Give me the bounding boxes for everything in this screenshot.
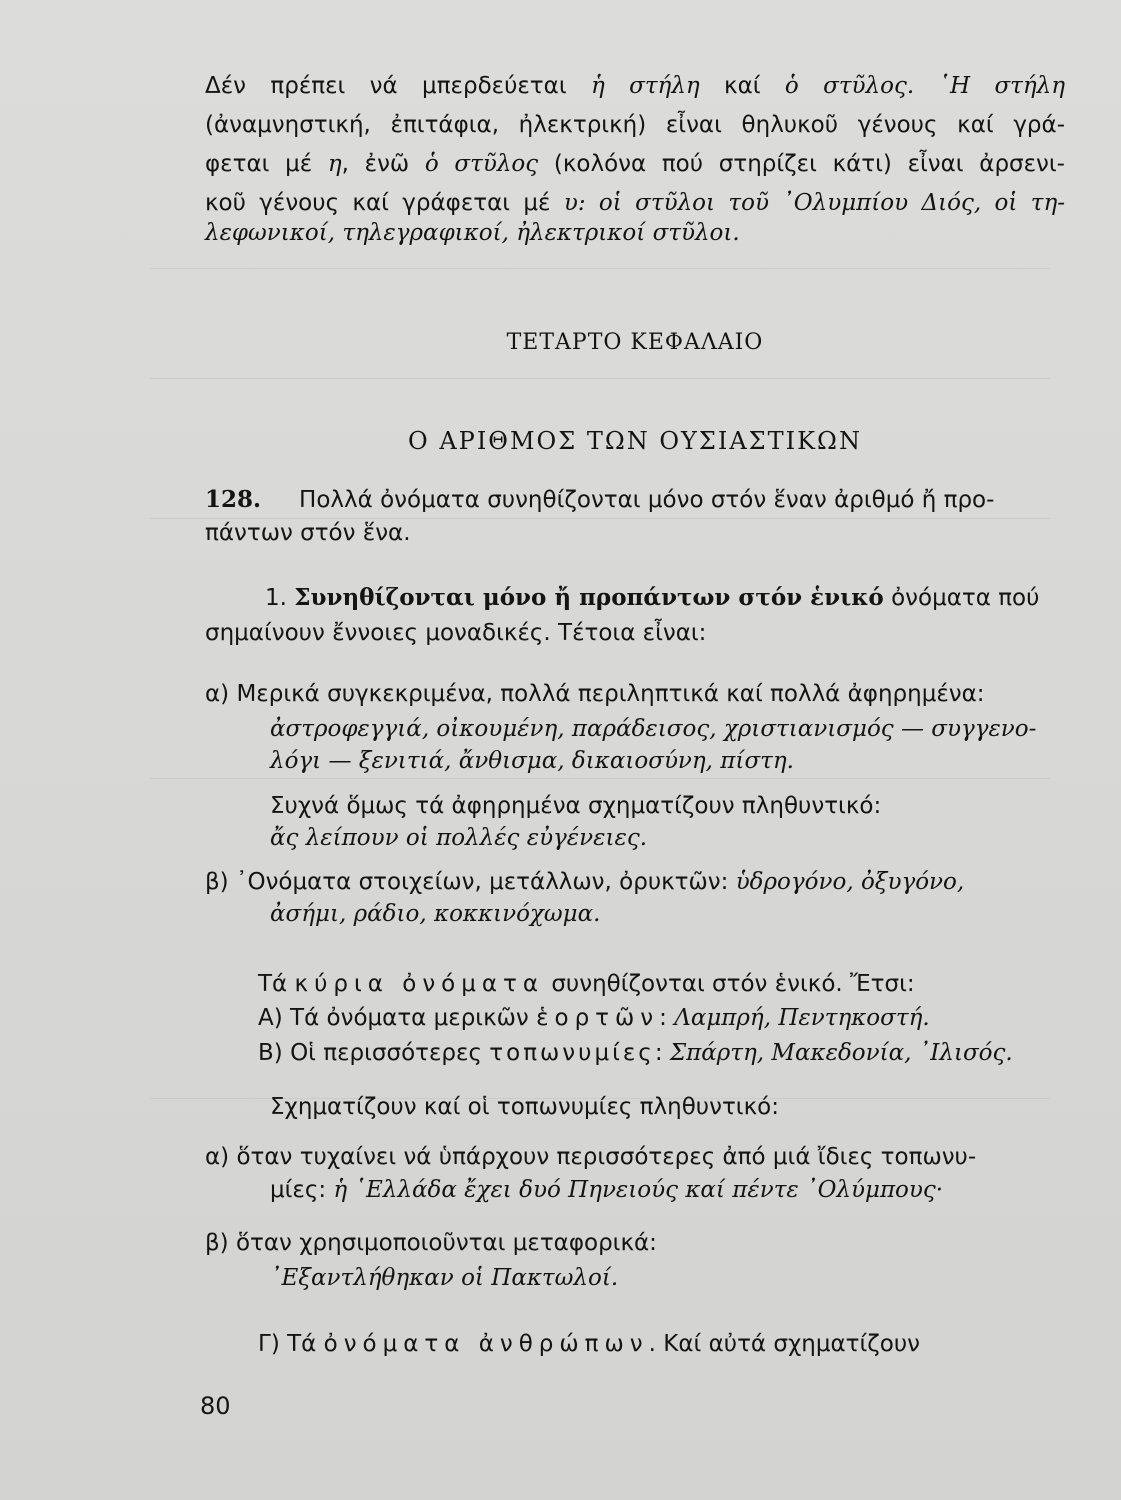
alpha-line2: ἀστροφεγγιά, οἰκουμένη, παράδεισος, χριστιανισμός — συγγενο- [270,716,1037,742]
item1-line1: 1. Συνηθίζονται μόνο ἤ προπάντων στόν ἑνικό ὀνόματα πού [265,584,1040,611]
proper-line4: Σχηματίζουν καί οἱ τοπωνυμίες πληθυντικό: [270,1094,779,1120]
proper-line-B: Β) Οἱ περισσότερες τοπωνυμίες: Σπάρτη, Μακεδονία, ᾽Ιλισός. [258,1040,1013,1066]
page-number: 80 [200,1392,231,1420]
alpha-line1: α) Μερικά συγκεκριμένα, πολλά περιληπτικά καί πολλά ἀφηρημένα: [205,681,985,707]
alpha-line3: λόγι — ξενιτιά, ἄνθισμα, δικαιοσύνη, πίστη. [270,748,794,774]
para1-line5: λεφωνικοί, τηλεγραφικοί, ἠλεκτρικοί στῦλοι. [205,220,740,246]
para1-line2: (ἀναμνηστική, ἐπιτάφια, ἠλεκτρική) εἶναι θηλυκοῦ γένους καί γρά- [205,112,1065,138]
chapter-title: Ο ΑΡΙΘΜΟΣ ΤΩΝ ΟΥΣΙΑΣΤΙΚΩΝ [408,427,862,455]
gamma-line: Γ) Τά ὀνόματα ἀνθρώπων. Καί αὐτά σχηματίζουν [258,1331,920,1357]
alpha-line4: Συχνά ὅμως τά ἀφηρημένα σχηματίζουν πληθυντικό: [270,793,882,819]
chapter-label: ΤΕΤΑΡΤΟ ΚΕΦΑΛΑΙΟ [506,330,764,355]
item1-line2: σημαίνουν ἔννοιες μοναδικές. Τέτοια εἶναι: [205,620,707,646]
alpha2-line2: μίες: ἡ ῾Ελλάδα ἔχει δυό Πηνειούς καί πέντε ᾽Ολύμπους· [270,1177,944,1203]
proper-line1: Τά κύρια ὀνόματα συνηθίζονται στόν ἑνικό. Ἔτσι: [258,971,915,997]
alpha2-line1: α) ὅταν τυχαίνει νά ὑπάρχουν περισσότερες ἀπό μιά ἴδιες τοπωνυ- [205,1144,977,1170]
beta-line2: ἀσήμι, ράδιο, κοκκινόχωμα. [270,901,601,927]
section-128-line1: 128. Πολλά ὀνόματα συνηθίζονται μόνο στόν ἕναν ἀριθμό ἤ προ- [205,486,995,513]
section-128-line2: πάντων στόν ἕνα. [205,520,411,546]
beta2-line1: β) ὅταν χρησιμοποιοῦνται μεταφορικά: [205,1230,657,1256]
para1-line4: κοῦ γένους καί γράφεται μέ υ: οἱ στῦλοι τοῦ ᾽Ολυμπίου Διός, οἱ τη- [205,190,1065,216]
beta-line1: β) ᾽Ονόματα στοιχείων, μετάλλων, ὀρυκτῶν: ὑδρογόνο, ὀξυγόνο, [205,869,965,895]
alpha-line5: ἄς λείπουν οἱ πολλές εὐγένειες. [270,825,648,851]
proper-line-A: Α) Τά ὀνόματα μερικῶν ἑορτῶν: Λαμπρή, Πεντηκοστή. [258,1005,930,1031]
para1-line3: φεται μέ η, ἐνῶ ὁ στῦλος (κολόνα πού στηρίζει κάτι) εἶναι ἀρσενι- [205,151,1065,177]
beta2-line2: ᾽Εξαντλήθηκαν οἱ Πακτωλοί. [270,1265,619,1291]
para1-line1: Δέν πρέπει νά μπερδεύεται ἡ στήλη καί ὁ στῦλος. ῾Η στήλη [205,73,1066,99]
